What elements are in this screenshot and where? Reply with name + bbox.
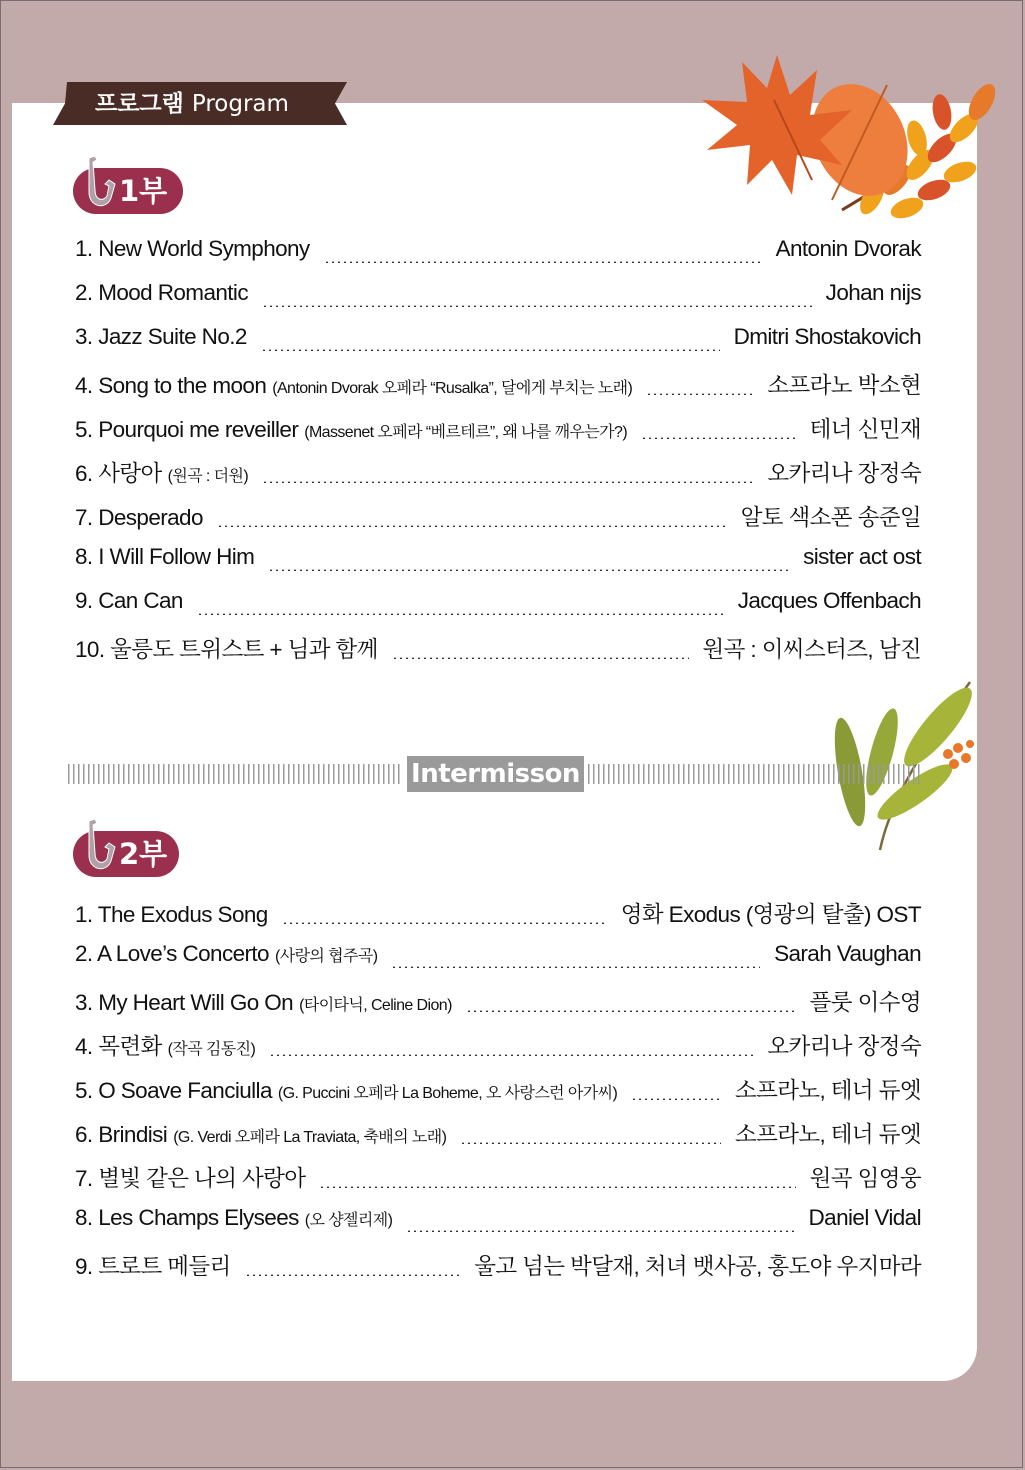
performer: sister act ost	[803, 544, 921, 569]
program-item	[75, 456, 921, 500]
performer: 원곡 : 이씨스터즈, 남진	[702, 637, 921, 662]
program-item	[75, 368, 921, 412]
piece-note: (오 샹젤리제)	[304, 1212, 393, 1229]
page-title	[95, 88, 289, 120]
program-item	[75, 1249, 921, 1293]
leader-dots	[197, 613, 724, 615]
part2-label: 2부	[119, 837, 168, 871]
performer: Dmitri Shostakovich	[733, 324, 921, 349]
leader-dots	[641, 437, 796, 439]
leader-dots	[262, 481, 753, 483]
leader-dots	[268, 569, 789, 571]
hatch-right	[588, 764, 920, 784]
performer: 소프라노 박소현	[767, 373, 921, 398]
leader-dots	[324, 261, 762, 263]
piece-title: 8. I Will Follow Him	[75, 544, 255, 569]
leader-dots	[392, 657, 689, 659]
leader-dots	[245, 1274, 461, 1276]
performer: 플룻 이수영	[809, 990, 921, 1015]
program-item	[75, 1029, 921, 1073]
piece-title: 5. O Soave Fanciulla	[75, 1078, 272, 1103]
piece-title: 9. Can Can	[75, 588, 183, 613]
performer: 소프라노, 테너 듀엣	[734, 1078, 921, 1103]
piece-title: 7. 별빛 같은 나의 사랑아	[75, 1166, 306, 1191]
part1-badge	[73, 168, 183, 214]
piece-title: 9. 트로트 메들리	[75, 1254, 231, 1279]
piece-title: 8. Les Champs Elysees	[75, 1205, 299, 1230]
program-item	[75, 1161, 921, 1205]
maple-leaf-illustration	[692, 40, 1002, 230]
saxophone-icon	[81, 154, 121, 214]
leader-dots	[391, 966, 760, 968]
leader-dots	[646, 393, 753, 395]
leader-dots	[282, 922, 607, 924]
program-item	[75, 1205, 921, 1249]
piece-title: 4. 목련화	[75, 1034, 162, 1059]
performer: 영화 Exodus (영광의 탈출) OST	[620, 902, 921, 927]
program-item	[75, 1117, 921, 1161]
performer: Daniel Vidal	[808, 1205, 921, 1230]
title-english: Program	[191, 91, 289, 117]
part1-label: 1부	[119, 174, 168, 208]
performer: Sarah Vaughan	[774, 941, 921, 966]
performer: 테너 신민재	[809, 417, 921, 442]
part1-program-list	[75, 236, 921, 676]
leader-dots	[406, 1230, 794, 1232]
title-korean: 프로그램	[95, 91, 184, 117]
program-item	[75, 897, 921, 941]
performer: 원곡 임영웅	[809, 1166, 921, 1191]
program-item	[75, 1073, 921, 1117]
piece-note: (Massenet 오페라 “베르테르”, 왜 나를 깨우는가?)	[304, 424, 628, 441]
performer: Antonin Dvorak	[775, 236, 921, 261]
program-item	[75, 412, 921, 456]
piece-note: (Antonin Dvorak 오페라 “Rusalka”, 달에게 부치는 노래)	[272, 380, 633, 397]
piece-note: (타이타닉, Celine Dion)	[299, 997, 452, 1014]
leader-dots	[217, 525, 727, 527]
performer: 오카리나 장정숙	[767, 461, 921, 486]
program-item	[75, 280, 921, 324]
piece-note: (G. Verdi 오페라 La Traviata, 축배의 노래)	[173, 1129, 447, 1146]
piece-title: 10. 울릉도 트위스트 + 님과 함께	[75, 637, 378, 662]
performer: Johan nijs	[825, 280, 921, 305]
program-item	[75, 941, 921, 985]
program-item	[75, 632, 921, 676]
leader-dots	[460, 1142, 721, 1144]
saxophone-icon	[81, 817, 121, 877]
part2-badge	[73, 831, 179, 877]
piece-title: 2. A Love’s Concerto	[75, 941, 269, 966]
program-item	[75, 324, 921, 368]
leader-dots	[631, 1098, 721, 1100]
performer: 오카리나 장정숙	[767, 1034, 921, 1059]
program-title-banner	[53, 82, 347, 125]
piece-title: 6. 사랑아	[75, 461, 162, 486]
program-item	[75, 500, 921, 544]
performer: 알토 색소폰 송준일	[740, 505, 921, 530]
performer: Jacques Offenbach	[737, 588, 921, 613]
piece-title: 5. Pourquoi me reveiller	[75, 417, 299, 442]
performer: 소프라노, 테너 듀엣	[734, 1122, 921, 1147]
leader-dots	[262, 305, 812, 307]
piece-title: 6. Brindisi	[75, 1122, 168, 1147]
intermission-divider	[68, 756, 920, 792]
performer: 울고 넘는 박달재, 처녀 뱃사공, 홍도야 우지마라	[474, 1254, 921, 1279]
piece-note: (사랑의 협주곡)	[274, 948, 378, 965]
piece-note: (작곡 김동진)	[167, 1041, 256, 1058]
leader-dots	[319, 1186, 795, 1188]
piece-note: (원곡 : 더원)	[167, 468, 249, 485]
intermission-label: Intermisson	[407, 756, 584, 792]
piece-note: (G. Puccini 오페라 La Boheme, 오 사랑스런 아가씨)	[277, 1085, 618, 1102]
program-item	[75, 236, 921, 280]
program-item	[75, 588, 921, 632]
piece-title: 1. The Exodus Song	[75, 902, 268, 927]
leader-dots	[466, 1010, 796, 1012]
piece-title: 1. New World Symphony	[75, 236, 310, 261]
leader-dots	[269, 1054, 753, 1056]
piece-title: 3. Jazz Suite No.2	[75, 324, 247, 349]
leader-dots	[261, 349, 720, 351]
piece-title: 4. Song to the moon	[75, 373, 267, 398]
hatch-left	[68, 764, 402, 784]
piece-title: 2. Mood Romantic	[75, 280, 248, 305]
piece-title: 7. Desperado	[75, 505, 203, 530]
program-item	[75, 985, 921, 1029]
piece-title: 3. My Heart Will Go On	[75, 990, 294, 1015]
part2-program-list	[75, 897, 921, 1293]
program-item	[75, 544, 921, 588]
